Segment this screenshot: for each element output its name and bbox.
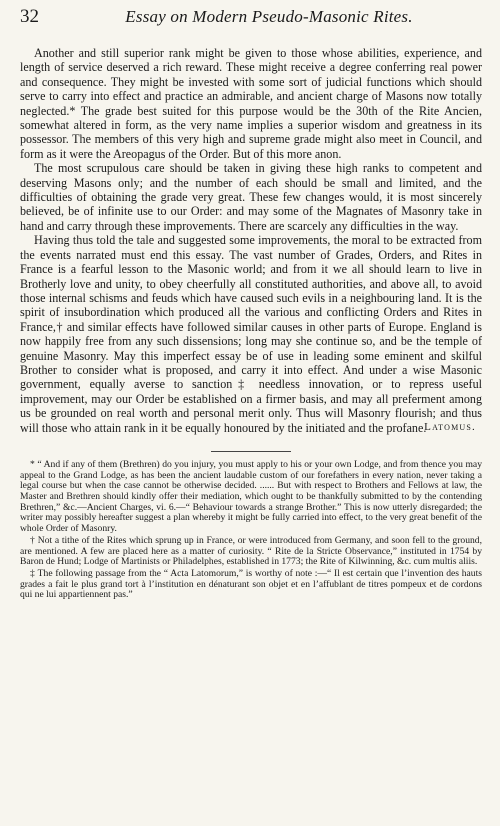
running-title: Essay on Modern Pseudo-Masonic Rites. (125, 7, 413, 26)
footnote: * “ And if any of them (Brethren) do you injury, you must apply to his or your own Lodge, and from thence you may appeal to the Grand Lodge, as has been the ancient laudable custom of our forefathers in every nation, never taking a legal course but when the case cannot be otherwise decided. ...... But with respect to Brothers and Fellows at law, the Master and Brethren should kindly offer their mediation, which ought to be thankfully submitted to by the contending Brethren,” &c.—Ancient Charges, vi. 6.—“ Behaviour towards a strange Brother.” This is now utterly disregarded; the writer may possibly hereafter suggest a plan whereby it might be fully carried into effect, to the very great benefit of the whole Order of Masonry. (20, 458, 482, 535)
paragraph: Having thus told the tale and suggested some improvements, the moral to be extracted from the events narrated must end this essay. The vast number of Grades, Orders, and Rites in France is a fearful lesson to the Masonic world; and from it we all should learn to live in Brotherly love and unity, to obey cheerfully all constituted authorities, and above all, to avoid those internal schisms and feuds which have caused such evils in a neighbouring land. It is the spirit of insubordination which produced all the various and conflicting Orders and Rites in France,† and similar effects have followed similar causes in other parts of Europe. England is now happily free from any such dissensions; long may she continue so, and be the temple of genuine Masonry. May this imperfect essay be of use in leading some eminent and skilful Brother to consider what is proposed, and carry it into effect. And under a wise Masonic government, equally averse to sanction‡ needless innovation, or to repress useful improvement, may our Order be established on a firmer basis, and may all preferment among us be grounded on real worth and personal merit only. Thus will Masonry flourish; and thus will those who attain rank in it be equally honoured by the initiated and the profane. (20, 233, 482, 435)
paragraph: The most scrupulous care should be taken in giving these high ranks to competent and deserving Masons only; and the number of each should be small and limited, and the difficulties of obtaining the grade very great. These few changes would, it is most sincerely believed, be of infinite use to our Order: and may some of the Magnates of Masonry take in hand and carry through these improvements. There are scarcely any difficulties in the way. (20, 161, 482, 233)
main-text (20, 46, 482, 435)
author-signature: Latomus. (424, 420, 476, 433)
page-number: 32 (20, 6, 39, 27)
footnote-divider (211, 451, 291, 452)
page-header (20, 6, 482, 36)
paragraph: Another and still superior rank might be given to those whose abilities, experience, and length of service deserved a rich reward. These might receive a degree conferring real power and consequence. They might be invested with some sort of judicial functions which should serve to carry into effect and practice an admirable, and ancient charge of Masons now totally neglected.* The grade best suited for this purpose would be the 30th of the Rite Ancien, somewhat altered in form, as the very name implies a superior wisdom and greatness in its possessor. The members of this very high and supreme grade might also meet in Council, and form as it were the Areopagus of the Order. But of this more anon. (20, 46, 482, 161)
footnote: † Not a tithe of the Rites which sprung up in France, or were introduced from Germany, and soon fell to the ground, are mentioned. A few are placed here as a matter of curiosity. “ Rite de la Stricte Observance,” instituted in 1754 by Baron de Hund; Lodge of Martinists or Philadelphes, established in 1773; the Rite of Kilwinning, &c. cum multis aliis. (20, 534, 482, 568)
footnotes (20, 460, 482, 601)
footnote: ‡ The following passage from the “ Acta Latomorum,” is worthy of note :—“ Il est certain que l’invention des hauts grades a fait le plus grand tort à l’institution en dénaturant son objet et en l’affublant de titres pompeux et de cordons qui ne lui appartiennent pas.” (20, 568, 482, 601)
